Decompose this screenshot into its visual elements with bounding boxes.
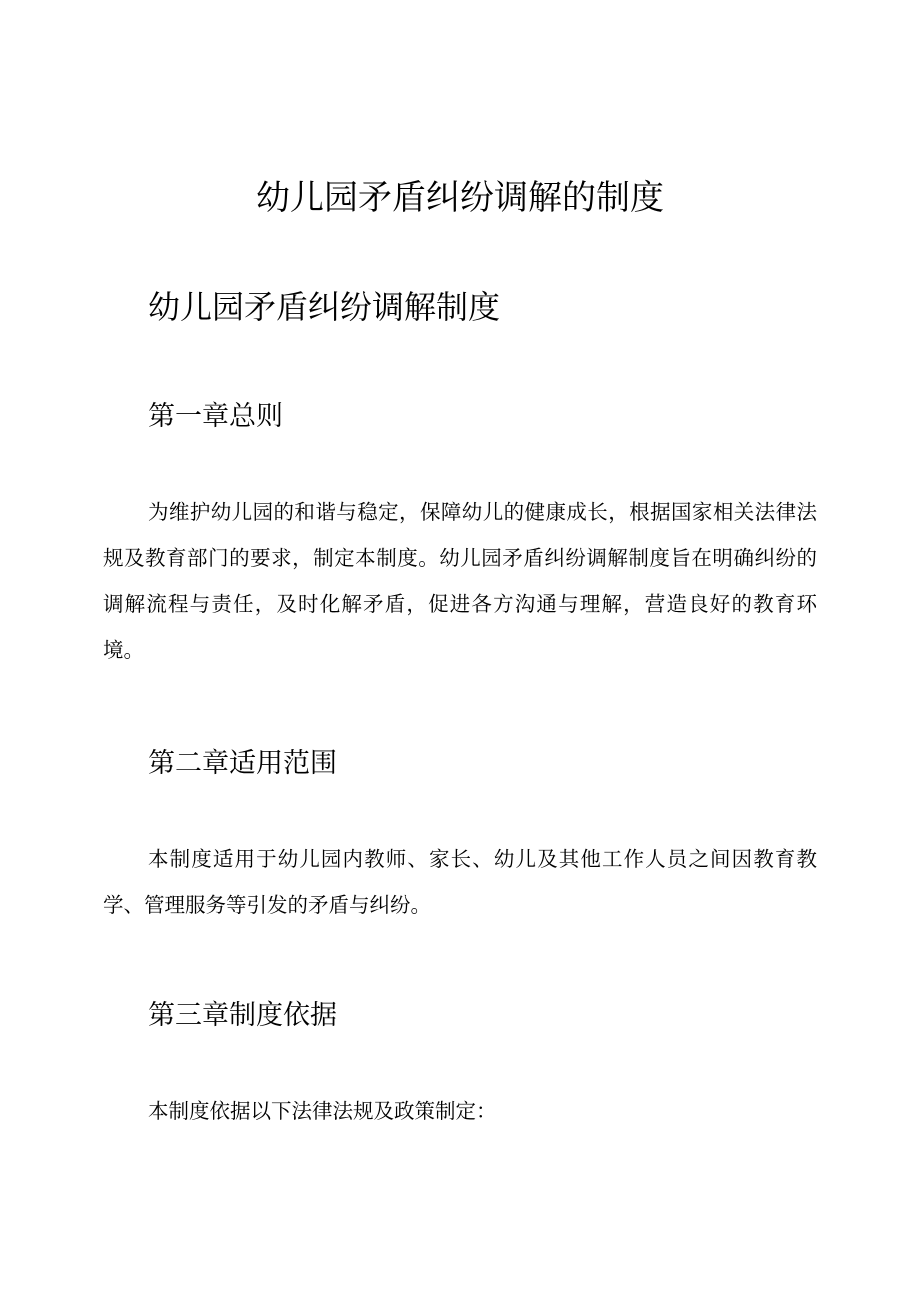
chapter-1-paragraph: 为维护幼儿园的和谐与稳定，保障幼儿的健康成长，根据国家相关法律法规及教育部门的要求，制定本制度。幼儿园矛盾纠纷调解制度旨在明确纠纷的调解流程与责任，及时化解矛盾，促进各方沟通与理解，营造良好的教育环境。 [103,500,817,662]
chapter-1-heading: 第一章总则 [148,401,283,432]
chapter-2-heading: 第二章适用范围 [148,748,337,779]
document-subtitle: 幼儿园矛盾纠纷调解制度 [148,288,501,326]
chapter-2-paragraph: 本制度适用于幼儿园内教师、家长、幼儿及其他工作人员之间因教育教学、管理服务等引发的矛盾与纠纷。 [103,847,817,917]
chapter-3-heading: 第三章制度依据 [148,1000,337,1031]
document-title: 幼儿园矛盾纠纷调解的制度 [256,178,664,218]
chapter-3-paragraph: 本制度依据以下法律法规及政策制定： [148,1099,497,1123]
